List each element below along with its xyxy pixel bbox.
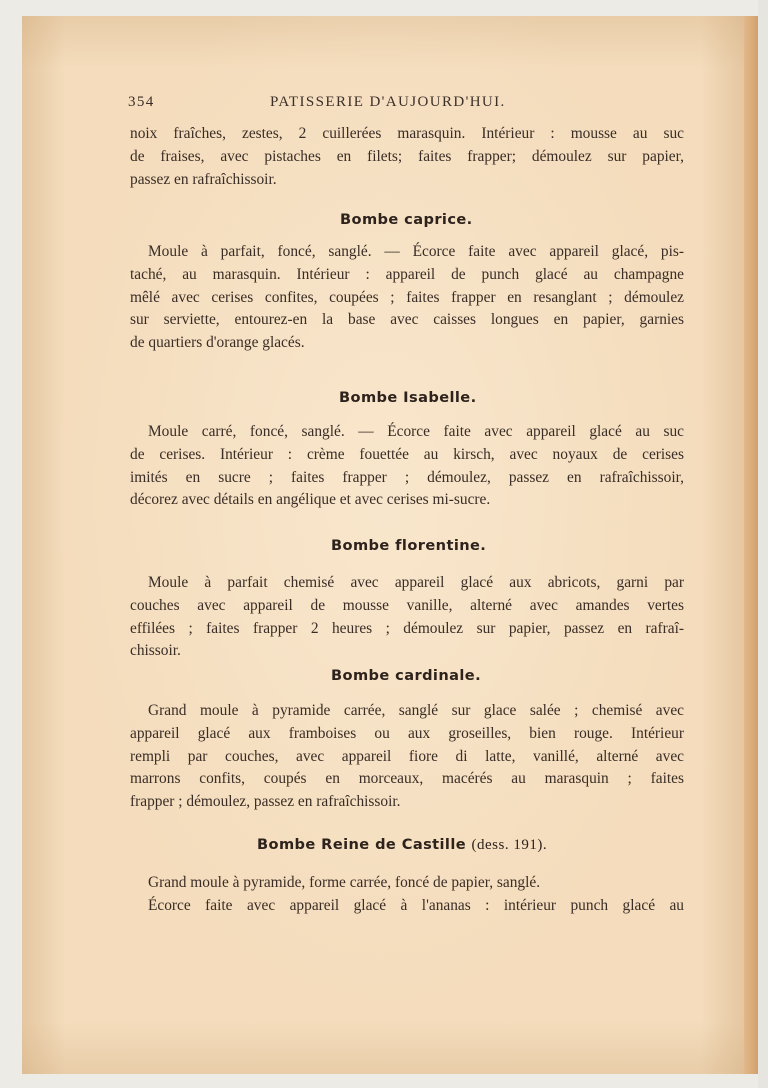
section-heading: Bombe cardinale. [331, 667, 482, 684]
text-line: Grand moule à pyramide, forme carrée, foncé de papier, sanglé. [148, 874, 541, 891]
text-line: appareil glacé aux framboises ou aux groseilles, bien rouge. Intérieur [130, 724, 684, 742]
text-line: Moule carré, foncé, sanglé. — Écorce faite avec appareil glacé au suc [148, 423, 684, 440]
section-heading: Bombe florentine. [331, 537, 487, 554]
section-paragraph [130, 872, 684, 918]
text-line: frapper ; démoulez, passez en rafraîchissoir. [130, 793, 401, 811]
page-number: 354 [128, 94, 155, 110]
running-title: PATISSERIE D'AUJOURD'HUI. [270, 94, 506, 110]
text-line: Écorce faite avec appareil glacé à l'ananas : intérieur punch glacé au [148, 896, 684, 914]
section-paragraph [130, 700, 684, 814]
text-line: de quartiers d'orange glacés. [130, 334, 305, 352]
text-line: Moule à parfait chemisé avec appareil glacé aux abricots, garni par [148, 574, 684, 591]
section-heading: Bombe caprice. [340, 211, 473, 228]
running-head [128, 94, 688, 114]
text-line: Moule à parfait, foncé, sanglé. — Écorce faite avec appareil glacé, pis- [148, 243, 684, 260]
text-line: mêlé avec cerises confites, coupées ; faites frapper en resanglant ; démoulez [130, 288, 684, 306]
section-heading [257, 836, 547, 854]
page-edge [744, 16, 758, 1074]
section-paragraph [130, 572, 684, 663]
text-line: Grand moule à pyramide carrée, sanglé sur glace salée ; chemisé avec [148, 702, 684, 719]
text-line: de fraises, avec pistaches en filets; faites frapper; démoulez sur papier, [130, 147, 684, 165]
figure-reference: (dess. 191). [471, 837, 548, 853]
text-line: couches avec appareil de mousse vanille, alterné avec amandes vertes [130, 596, 684, 614]
section-paragraph [130, 421, 684, 512]
text-line: effilées ; faites frapper 2 heures ; démoulez sur papier, passez en rafraî- [130, 619, 684, 637]
text-line: rempli par couches, avec appareil fiore di latte, vanillé, alterné avec [130, 747, 684, 765]
intro-paragraph [130, 123, 684, 191]
scan-margin [758, 0, 768, 1088]
text-line: marrons confits, coupés en morceaux, macérés au marasquin ; faites [130, 770, 684, 788]
text-line: chissoir. [130, 642, 181, 660]
text-line: imités en sucre ; faites frapper ; démoulez, passez en rafraîchissoir, [130, 468, 684, 486]
section-heading-title: Bombe Reine de Castille [257, 836, 467, 853]
text-line: sur serviette, entourez-en la base avec caisses longues en papier, garnies [130, 311, 684, 329]
text-line: noix fraîches, zestes, 2 cuillerées marasquin. Intérieur : mousse au suc [130, 125, 684, 142]
text-line: de cerises. Intérieur : crème fouettée au kirsch, avec noyaux de cerises [130, 445, 684, 463]
section-paragraph [130, 241, 684, 355]
text-line: décorez avec détails en angélique et avec cerises mi-sucre. [130, 491, 491, 509]
text-line: taché, au marasquin. Intérieur : appareil de punch glacé au champagne [130, 265, 684, 283]
section-heading: Bombe Isabelle. [339, 389, 477, 406]
text-line: passez en rafraîchissoir. [130, 170, 277, 188]
